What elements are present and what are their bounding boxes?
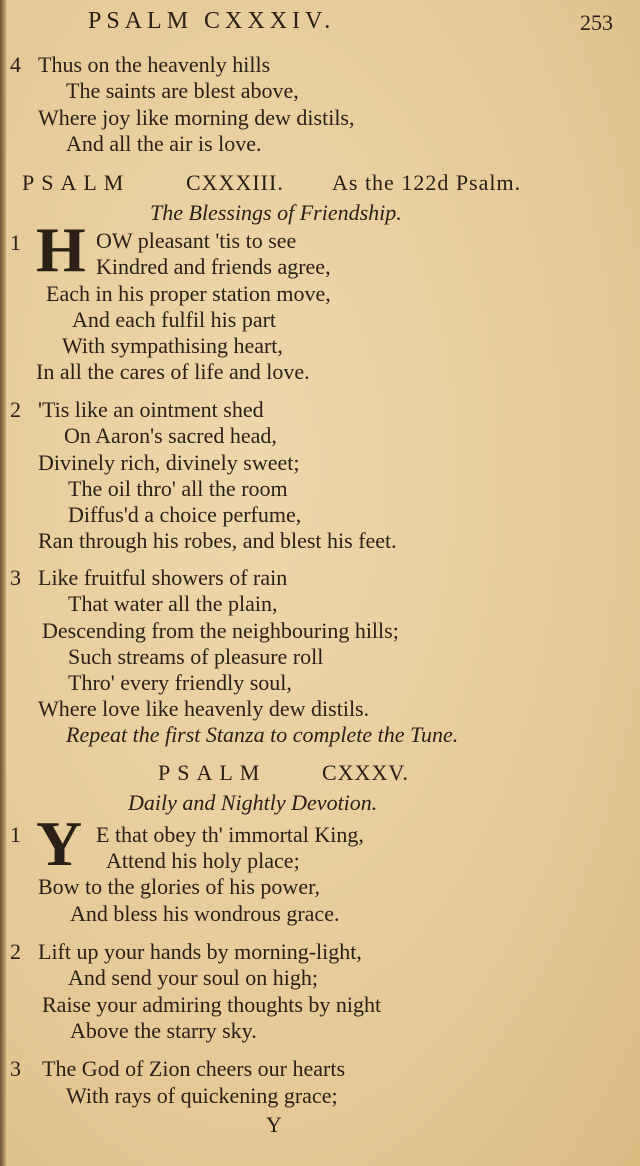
- verse-line: Descending from the neighbouring hills;: [42, 618, 399, 643]
- verse-line: Like fruitful showers of rain: [38, 565, 288, 590]
- psalm-heading-number: CXXXIII.: [186, 170, 284, 195]
- binding-edge: [0, 0, 6, 1166]
- verse-line: The saints are blest above,: [66, 78, 299, 103]
- verse-line: The God of Zion cheers our hearts: [42, 1056, 346, 1081]
- verse-line: Such streams of pleasure roll: [68, 644, 324, 669]
- drop-cap: Y: [36, 808, 83, 879]
- repeat-note: Repeat the first Stanza to complete the Tune.: [66, 722, 459, 747]
- verse-line: Raise your admiring thoughts by night: [42, 992, 382, 1017]
- verse-number: 2: [10, 397, 21, 422]
- psalm-subtitle: Daily and Nightly Devotion.: [128, 790, 378, 815]
- verse-line: Attend his holy place;: [106, 848, 300, 873]
- verse-line: Lift up your hands by morning-light,: [38, 939, 362, 964]
- verse-line: Diffus'd a choice perfume,: [68, 502, 302, 527]
- verse-line: Thus on the heavenly hills: [38, 52, 271, 77]
- verse-line: And all the air is love.: [66, 131, 262, 156]
- verse-line: And send your soul on high;: [68, 965, 318, 990]
- verse-line: 'Tis like an ointment shed: [38, 397, 264, 422]
- signature-mark: Y: [266, 1112, 282, 1137]
- running-header: PSALM CXXXIV.: [88, 8, 336, 34]
- verse-line: Each in his proper station move,: [46, 281, 331, 306]
- verse-line: With rays of quickening grace;: [66, 1083, 338, 1108]
- verse-line: That water all the plain,: [68, 591, 278, 616]
- drop-cap: H: [36, 214, 86, 285]
- verse-number: 3: [10, 565, 21, 590]
- verse-line: E that obey th' immortal King,: [96, 822, 364, 847]
- page-number: 253: [580, 10, 613, 35]
- verse-line: Bow to the glories of his power,: [38, 874, 321, 899]
- verse-number: 3: [10, 1056, 21, 1081]
- verse-number: 1: [10, 230, 21, 255]
- verse-line: OW pleasant 'tis to see: [96, 228, 297, 253]
- verse-line: And bless his wondrous grace.: [70, 901, 340, 926]
- verse-number: 4: [10, 52, 21, 77]
- verse-line: Where joy like morning dew distils,: [38, 105, 355, 130]
- verse-line: And each fulfil his part: [72, 307, 277, 332]
- psalm-heading-number: CXXXV.: [322, 760, 409, 785]
- verse-line: On Aaron's sacred head,: [64, 423, 277, 448]
- psalm-subtitle: The Blessings of Friendship.: [150, 200, 402, 225]
- verse-number: 1: [10, 822, 21, 847]
- verse-line: Kindred and friends agree,: [96, 254, 331, 279]
- psalm-heading-label: PSALM: [22, 170, 131, 195]
- verse-line: Ran through his robes, and blest his feet.: [38, 528, 397, 553]
- verse-line: Where love like heavenly dew distils.: [38, 696, 370, 721]
- verse-line: Thro' every friendly soul,: [68, 670, 292, 695]
- verse-line: In all the cares of life and love.: [36, 359, 310, 384]
- verse-number: 2: [10, 939, 21, 964]
- verse-line: Above the starry sky.: [70, 1018, 257, 1043]
- verse-line: With sympathising heart,: [62, 333, 283, 358]
- verse-line: The oil thro' all the room: [68, 476, 288, 501]
- verse-line: Divinely rich, divinely sweet;: [38, 450, 300, 475]
- psalm-heading-label: PSALM: [158, 760, 267, 785]
- psalm-tune-reference: As the 122d Psalm.: [332, 170, 522, 195]
